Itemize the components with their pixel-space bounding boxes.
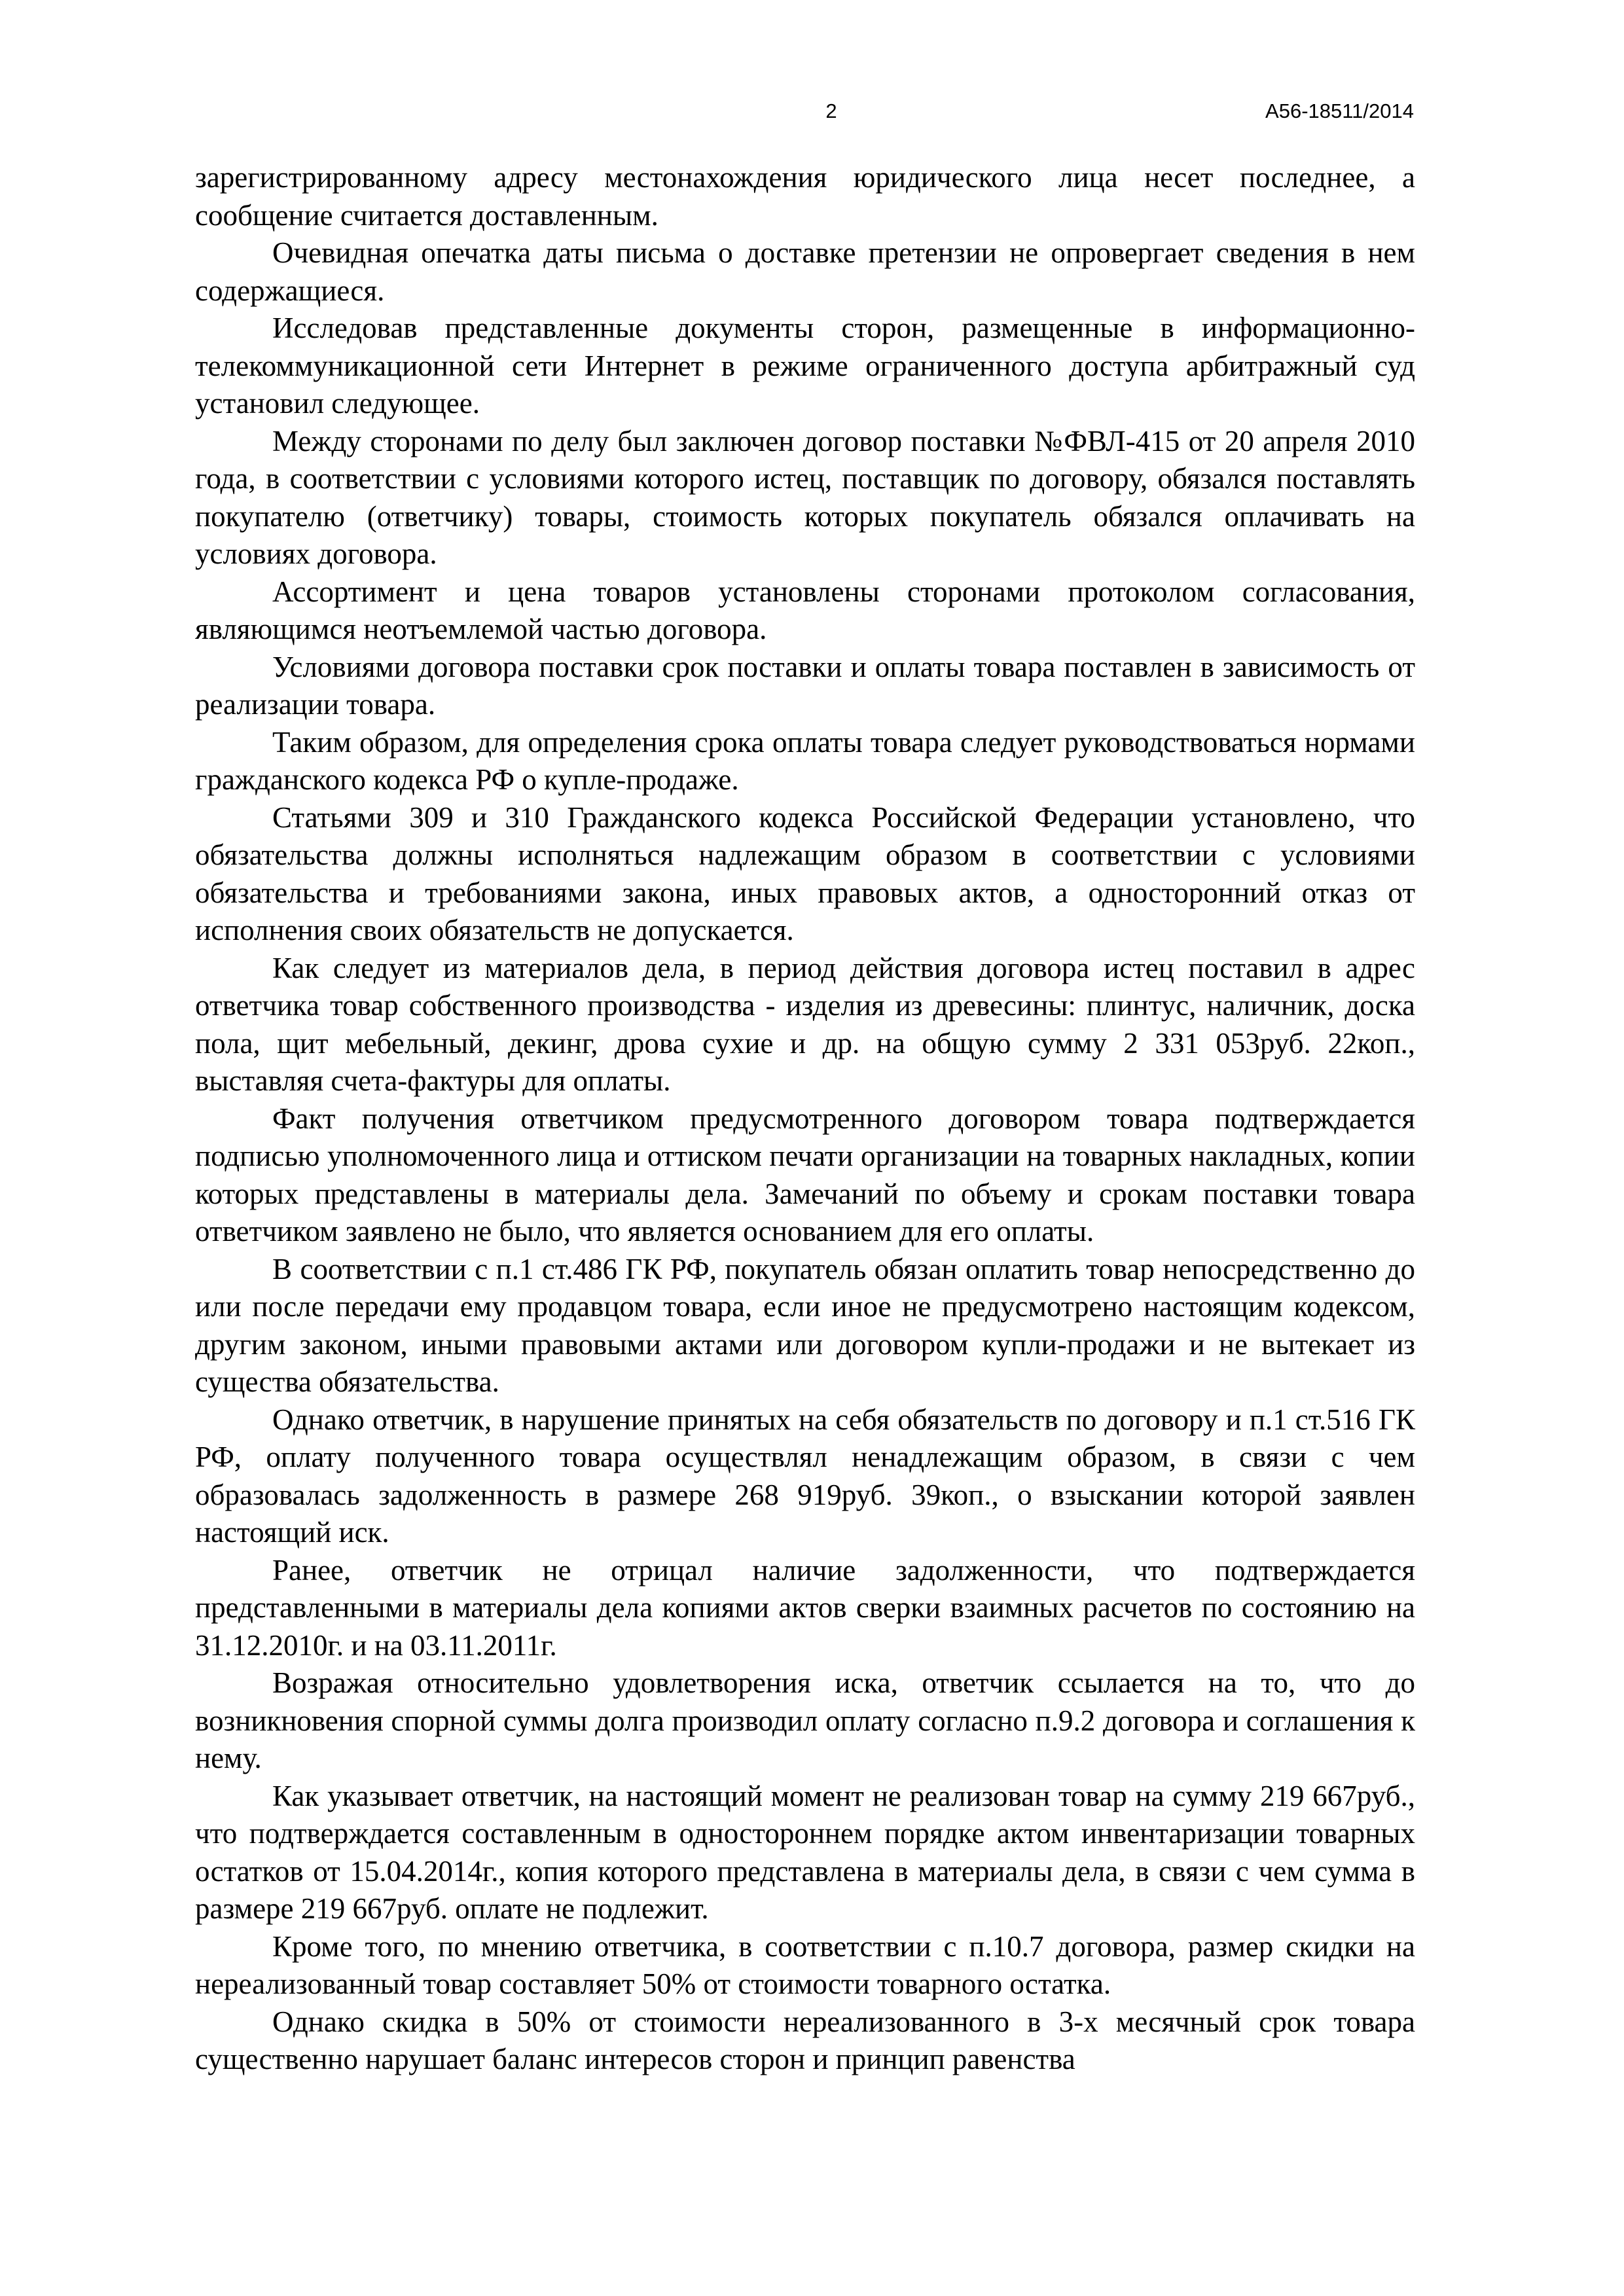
paragraph: Как следует из материалов дела, в период действия договора истец поставил в адрес ответчика товар собственного производства - изделия из древесины: плинтус, наличник, доска пола, щит мебельный, декинг, дрова сухие и др. на общую сумму 2 331 053руб. 22коп., выставляя счета-фактуры для оплаты. bbox=[195, 951, 1415, 1097]
paragraph: Очевидная опечатка даты письма о доставке претензии не опровергает сведения в нем содержащиеся. bbox=[195, 236, 1415, 307]
paragraph: Ранее, ответчик не отрицал наличие задолженности, что подтверждается представленными в материалы дела копиями актов сверки взаимных расчетов по состоянию на 31.12.2010г. и на 03.11.2011г. bbox=[195, 1553, 1415, 1662]
case-number: А56-18511/2014 bbox=[1265, 99, 1414, 122]
paragraph: Возражая относительно удовлетворения иска, ответчик ссылается на то, что до возникновения спорной суммы долга производил оплату согласно п.9.2 договора и соглашения к нему. bbox=[195, 1666, 1415, 1774]
paragraph: зарегистрированному адресу местонахождения юридического лица несет последнее, а сообщение считается доставленным. bbox=[195, 161, 1415, 232]
paragraph: Факт получения ответчиком предусмотренного договором товара подтверждается подписью уполномоченного лица и оттиском печати организации на товарных накладных, копии которых представлены в материалы дела. Замечаний по объему и срокам поставки товара ответчиком заявлено не было, что является основанием для его оплаты. bbox=[195, 1102, 1415, 1247]
paragraph: Между сторонами по делу был заключен договор поставки №ФВЛ-415 от 20 апреля 2010 года, в соответствии с условиями которого истец, поставщик по договору, обязался поставлять покупателю (ответчику) товары, стоимость которых покупатель обязался оплачивать на условиях договора. bbox=[195, 424, 1415, 570]
document-body bbox=[195, 159, 1415, 2079]
paragraph: Статьями 309 и 310 Гражданского кодекса Российской Федерации установлено, что обязательства должны исполняться надлежащим образом в соответствии с условиями обязательства и требованиями закона, иных правовых актов, а односторонний отказ от исполнения своих обязательств не допускается. bbox=[195, 800, 1415, 946]
paragraph: Как указывает ответчик, на настоящий момент не реализован товар на сумму 219 667руб., что подтверждается составленным в одностороннем порядке актом инвентаризации товарных остатков от 15.04.2014г., копия которого представлена в материалы дела, в связи с чем сумма в размере 219 667руб. оплате не подлежит. bbox=[195, 1779, 1415, 1925]
paragraph: В соответствии с п.1 ст.486 ГК РФ, покупатель обязан оплатить товар непосредственно до или после передачи ему продавцом товара, если иное не предусмотрено настоящим кодексом, другим законом, иными правовыми актами или договором купли-продажи и не вытекает из существа обязательства. bbox=[195, 1252, 1415, 1398]
paragraph: Однако ответчик, в нарушение принятых на себя обязательств по договору и п.1 ст.516 ГК РФ, оплату полученного товара осуществлял ненадлежащим образом, в связи с чем образовалась задолженность в размере 268 919руб. 39коп., о взыскании которой заявлен настоящий иск. bbox=[195, 1403, 1415, 1549]
page-header bbox=[196, 98, 1414, 124]
paragraph: Условиями договора поставки срок поставки и оплаты товара поставлен в зависимость от реализации товара. bbox=[195, 650, 1415, 721]
paragraph: Исследовав представленные документы сторон, размещенные в информационно-телекоммуникационной сети Интернет в режиме ограниченного доступа арбитражный суд установил следующее. bbox=[195, 312, 1415, 420]
paragraph: Таким образом, для определения срока оплаты товара следует руководствоваться нормами гражданского кодекса РФ о купле-продаже. bbox=[195, 725, 1415, 796]
paragraph: Кроме того, по мнению ответчика, в соответствии с п.10.7 договора, размер скидки на нереализованный товар составляет 50% от стоимости товарного остатка. bbox=[195, 1929, 1415, 2000]
page-number: 2 bbox=[825, 99, 837, 122]
paragraph: Однако скидка в 50% от стоимости нереализованного в 3-х месячный срок товара существенно нарушает баланс интересов сторон и принцип равенства bbox=[195, 2005, 1415, 2075]
paragraph: Ассортимент и цена товаров установлены сторонами протоколом согласования, являющимся неотъемлемой частью договора. bbox=[195, 575, 1415, 645]
